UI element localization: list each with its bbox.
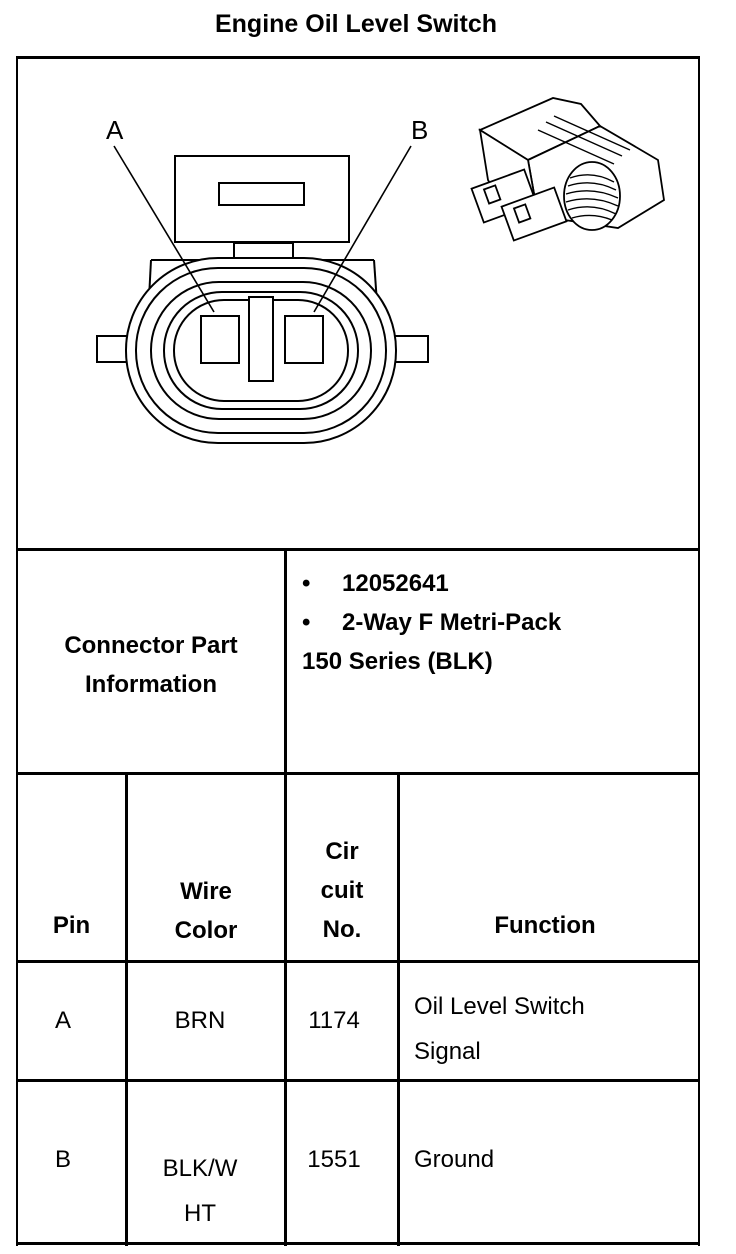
table-row-function: Ground [414,1146,495,1173]
connector-isometric [472,98,664,240]
divider [16,772,700,775]
header-circuit-no: Cir cuit No. [320,838,364,943]
divider [397,772,400,1246]
divider [16,548,700,551]
divider [16,1079,700,1082]
connector-diagram [18,60,698,548]
ear-right [393,336,428,362]
table-row-circuit: 1551 [307,1146,361,1173]
table-row-pin: A [54,1007,71,1034]
divider [16,1242,700,1245]
header-function: Function [494,912,596,939]
part-number: 12052641 [342,570,449,597]
pin-label-b: B [411,115,429,145]
table-row-pin: B [54,1146,71,1173]
page-title: Engine Oil Level Switch [214,10,497,38]
divider [16,960,700,963]
cavity-b [285,316,323,363]
center-rib [249,297,273,381]
cavity-a [201,316,239,363]
table-row-wire-color: BRN [174,1007,226,1034]
connector-info-label [18,626,284,704]
table-row-circuit: 1174 [308,1007,360,1034]
pin-label-a: A [106,115,124,145]
table-row-function: Oil Level Switch Signal [414,993,585,1065]
header-wire-color: Wire Color [174,878,238,944]
connector-info-label-line1: Connector Part [64,632,238,659]
table-row-wire-color: BLK/W HT [162,1155,238,1227]
connector-info-label-line2: Information [85,671,217,698]
connector-bullet: • 2-Way F Metri-Pack [302,609,562,636]
header-pin: Pin [52,912,91,939]
connector-type: 2-Way F Metri-Pack [342,609,562,636]
latch-slot [219,183,304,205]
connector-series: 150 Series (BLK) [302,648,493,675]
connector-bullet: • 12052641 [302,570,449,597]
